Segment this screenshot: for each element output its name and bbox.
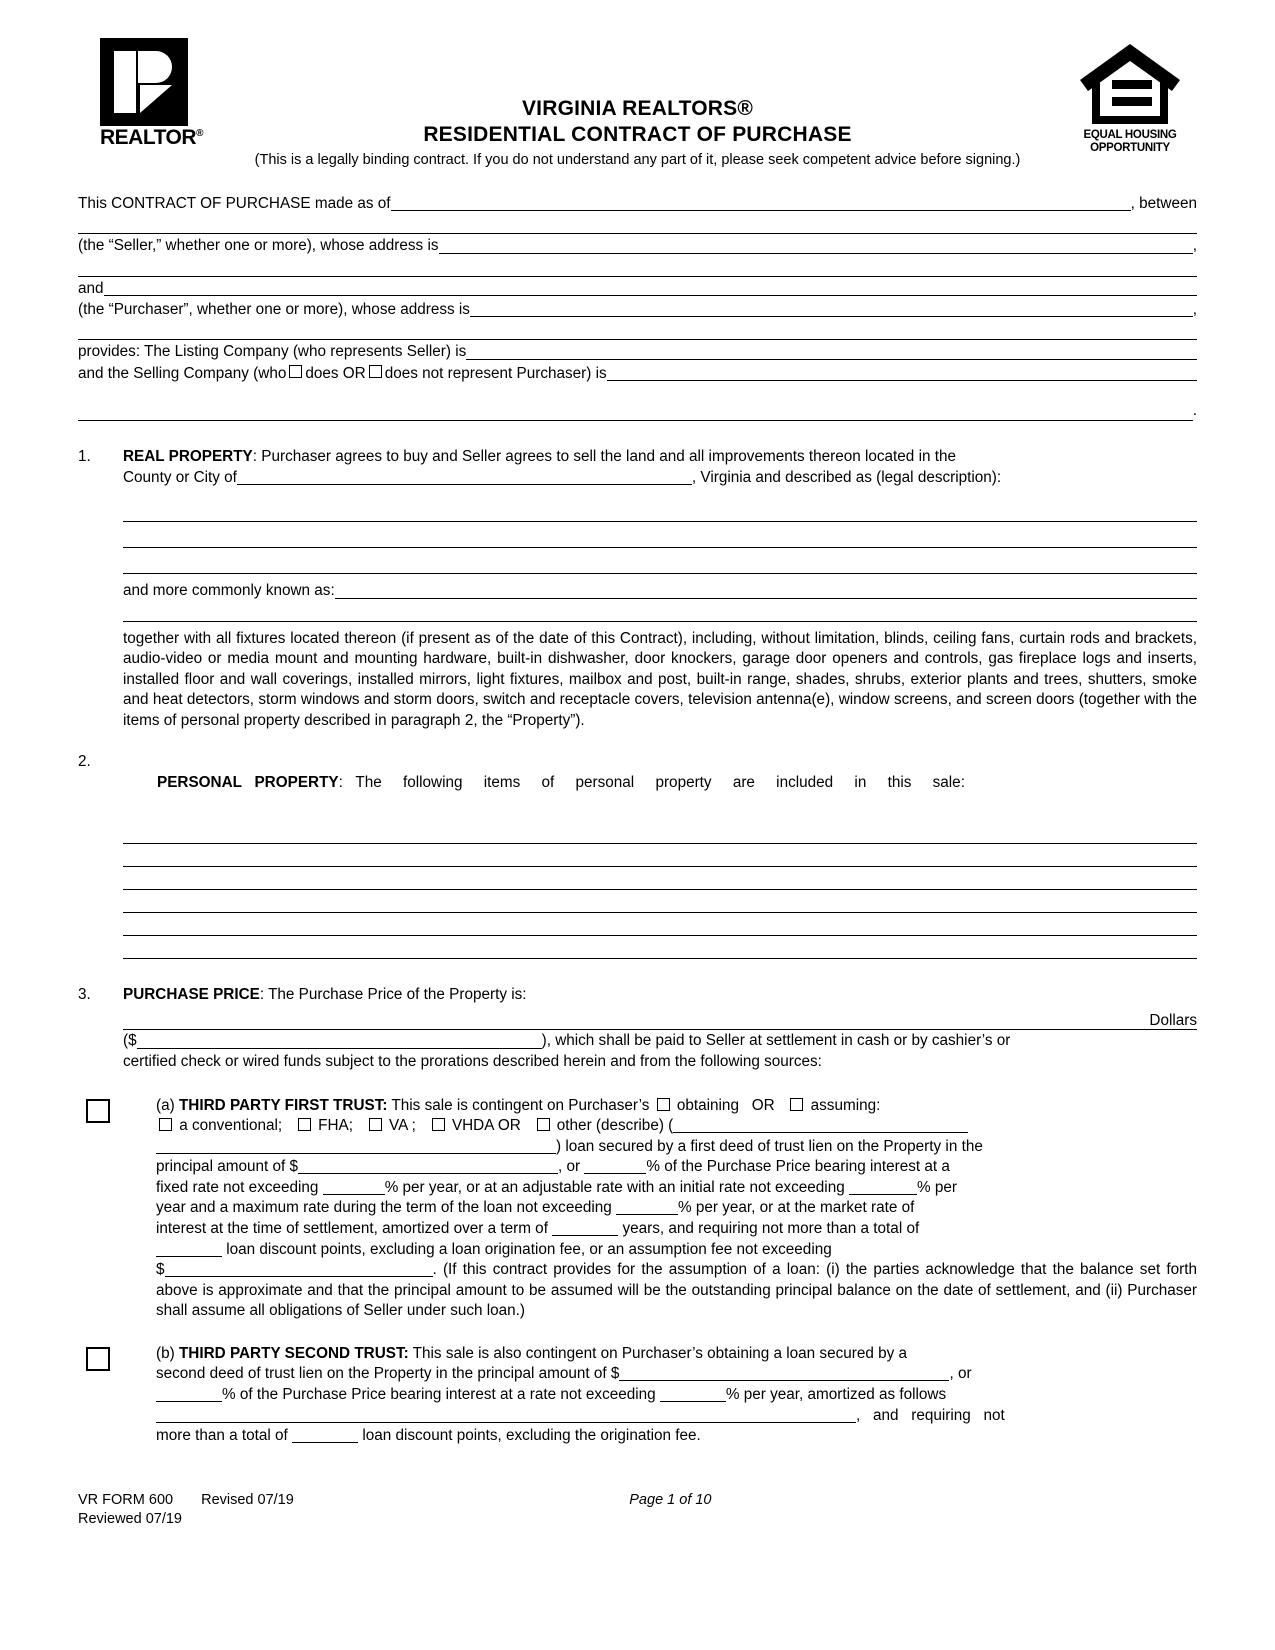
equal-housing-logo bbox=[1071, 40, 1189, 154]
conventional-label: a conventional; bbox=[179, 1117, 283, 1135]
personal-property-line-5[interactable] bbox=[123, 913, 1197, 936]
discount-points-field[interactable] bbox=[156, 1242, 222, 1257]
fha-label: FHA; bbox=[318, 1117, 353, 1135]
legal-description-line-3[interactable] bbox=[123, 548, 1197, 574]
realtor-wordmark-text: REALTOR bbox=[100, 126, 197, 149]
commonly-known-row bbox=[123, 581, 1197, 601]
year-max-label: year and a maximum rate during the term of the loan not exceeding bbox=[156, 1199, 612, 1217]
seller-comma: , bbox=[1192, 237, 1197, 255]
realtor-wordmark bbox=[100, 127, 220, 148]
second-trust-points-field[interactable] bbox=[292, 1428, 358, 1443]
listing-company-row bbox=[78, 342, 1197, 362]
section-3-body bbox=[123, 985, 1197, 1032]
personal-property-line-3[interactable] bbox=[123, 867, 1197, 890]
first-trust-max-rate-row bbox=[156, 1198, 1197, 1219]
commonly-known-label: and more commonly known as: bbox=[123, 582, 335, 600]
selling-company-row2 bbox=[78, 401, 1197, 421]
first-trust-points-row bbox=[156, 1240, 1197, 1261]
personal-property-line-2[interactable] bbox=[123, 844, 1197, 867]
selling-company-row bbox=[78, 364, 1197, 384]
second-trust-line4-end: , and requiring not bbox=[856, 1406, 1005, 1424]
second-trust-label: (b) bbox=[156, 1344, 175, 1362]
section-1-title: REAL PROPERTY bbox=[123, 448, 253, 466]
selling-company-field[interactable] bbox=[607, 365, 1197, 381]
vhda-label: VHDA OR bbox=[451, 1117, 521, 1135]
purchaser-address-line2[interactable] bbox=[78, 339, 1197, 340]
pct-of-price-field[interactable] bbox=[584, 1159, 646, 1174]
legal-description-line-1[interactable] bbox=[123, 496, 1197, 522]
amount-prefix: ($ bbox=[123, 1032, 137, 1050]
purchase-price-sources-line: certified check or wired funds subject to the prorations described herein and from the following sources: bbox=[123, 1052, 822, 1070]
purchaser-comma: , bbox=[1192, 301, 1197, 319]
second-trust-pct-field[interactable] bbox=[156, 1387, 222, 1402]
equal-housing-line2: OPPORTUNITY bbox=[1090, 142, 1170, 155]
first-trust-loan-types bbox=[156, 1116, 1197, 1137]
section-personal-property bbox=[78, 752, 1197, 958]
intro-block bbox=[78, 194, 1197, 421]
seller-name-line[interactable] bbox=[78, 233, 1197, 234]
second-trust-line5-label: more than a total of bbox=[156, 1426, 288, 1444]
document-header bbox=[78, 38, 1197, 170]
checkbox-first-trust[interactable] bbox=[86, 1099, 110, 1123]
other-describe-field-2[interactable] bbox=[156, 1138, 556, 1154]
other-describe-field[interactable] bbox=[673, 1118, 968, 1133]
section-1-number: 1. bbox=[78, 448, 91, 466]
second-trust-line5 bbox=[156, 1426, 1197, 1447]
purchase-price-intro bbox=[123, 985, 1197, 1005]
other-label: other (describe) ( bbox=[556, 1117, 674, 1135]
legal-description-lines bbox=[123, 496, 1197, 574]
seller-label: (the “Seller,” whether one or more), whose address is bbox=[78, 237, 439, 255]
end-period: . bbox=[1192, 402, 1197, 420]
listing-company-field[interactable] bbox=[466, 344, 1197, 360]
second-trust-line5-end: loan discount points, excluding the origination fee. bbox=[362, 1426, 701, 1444]
assumption-fee-field[interactable] bbox=[165, 1262, 433, 1277]
first-trust-checkbox-wrap bbox=[78, 1096, 156, 1322]
max-rate-field[interactable] bbox=[616, 1200, 678, 1215]
equal-housing-line1: EQUAL HOUSING bbox=[1083, 129, 1177, 141]
section-purchase-price bbox=[78, 985, 1197, 1032]
dollars-label: Dollars bbox=[1149, 1011, 1197, 1029]
listing-company-label: provides: The Listing Company (who represents Seller) is bbox=[78, 343, 467, 361]
personal-property-lines bbox=[123, 821, 1197, 959]
date-field[interactable] bbox=[391, 195, 1131, 211]
purchase-price-amount-row bbox=[123, 1031, 1197, 1051]
section-2-title: PERSONAL PROPERTY bbox=[157, 773, 339, 791]
county-row bbox=[123, 468, 1197, 488]
initial-rate-field[interactable] bbox=[849, 1180, 917, 1195]
section-1-intro-text: : Purchaser agrees to buy and Seller agrees to sell the land and all improvements thereon located in the bbox=[252, 448, 956, 466]
section-3-title: PURCHASE PRICE bbox=[123, 985, 260, 1003]
page-subtitle: (This is a legally binding contract. If you do not understand any part of it, please seek competent advice before signing.) bbox=[254, 152, 1021, 169]
first-trust-fixed-rate-row bbox=[156, 1178, 1197, 1199]
second-trust-line1 bbox=[156, 1344, 1197, 1365]
selling-does-label: does OR bbox=[305, 364, 366, 382]
assuming-label: assuming: bbox=[810, 1096, 881, 1114]
principal-amount-label: principal amount of $ bbox=[156, 1158, 299, 1176]
section-3-text: : The Purchase Price of the Property is: bbox=[259, 985, 527, 1003]
footer-left bbox=[78, 1491, 294, 1530]
county-suffix: , Virginia and described as (legal description): bbox=[691, 468, 1002, 486]
section-2-body bbox=[123, 752, 1197, 958]
first-trust-body bbox=[156, 1096, 1197, 1322]
second-trust-body bbox=[156, 1344, 1197, 1447]
personal-property-line-6[interactable] bbox=[123, 936, 1197, 959]
commonly-known-line2[interactable] bbox=[123, 621, 1197, 622]
checkbox-selling-does-not[interactable] bbox=[369, 365, 382, 378]
fixed-rate-field[interactable] bbox=[323, 1180, 385, 1195]
realtor-registered-icon: ® bbox=[196, 128, 203, 139]
section-2-text: : The following items of personal property are included in this sale: bbox=[338, 773, 965, 791]
section-real-property bbox=[78, 447, 1197, 731]
principal-amount-field[interactable] bbox=[298, 1159, 558, 1174]
second-trust-principal-field[interactable] bbox=[619, 1366, 949, 1381]
page-title-line1: VIRGINIA REALTORS® bbox=[521, 97, 754, 120]
obtaining-label: obtaining bbox=[676, 1096, 739, 1114]
fixed-rate-label: fixed rate not exceeding bbox=[156, 1178, 319, 1196]
county-field[interactable] bbox=[237, 469, 692, 485]
pct-of-price-label: % of the Purchase Price bearing interest at a bbox=[646, 1158, 950, 1176]
footer-form-label: VR FORM 600 bbox=[78, 1491, 174, 1508]
first-trust-item bbox=[78, 1096, 1197, 1322]
checkbox-fha[interactable] bbox=[298, 1118, 311, 1131]
per-year2-label: % per bbox=[916, 1178, 957, 1196]
or-pct-label: , or bbox=[558, 1158, 581, 1176]
purchase-price-amount-field[interactable] bbox=[137, 1033, 542, 1049]
legal-description-line-2[interactable] bbox=[123, 522, 1197, 548]
between-label: , between bbox=[1130, 195, 1197, 212]
second-trust-line2-end: , or bbox=[949, 1365, 972, 1383]
county-label: County or City of bbox=[123, 468, 237, 486]
section-2-number: 2. bbox=[78, 753, 91, 771]
footer-reviewed-label: Reviewed 07/19 bbox=[78, 1511, 182, 1528]
second-trust-line3-end: % per year, amortized as follows bbox=[725, 1385, 947, 1403]
first-trust-title: THIRD PARTY FIRST TRUST: bbox=[178, 1096, 388, 1114]
va-label: VA ; bbox=[389, 1117, 416, 1135]
amount-suffix: ), which shall be paid to Seller at settlement in cash or by cashier’s or bbox=[541, 1032, 1011, 1050]
checkbox-conventional[interactable] bbox=[159, 1118, 172, 1131]
first-trust-term-row bbox=[156, 1219, 1197, 1240]
years-label: years, and requiring not more than a total of bbox=[622, 1220, 920, 1238]
footer-form-row bbox=[78, 1491, 294, 1511]
first-trust-assumption-row bbox=[156, 1260, 1197, 1322]
first-trust-after-other-row bbox=[156, 1137, 1197, 1157]
dollars-label-row bbox=[123, 1011, 1197, 1031]
footer-revised-label: Revised 07/19 bbox=[201, 1491, 294, 1508]
first-trust-label: (a) bbox=[156, 1096, 175, 1114]
assumption-text: . (If this contract provides for the assumption of a loan: (i) the parties acknowledge that the balance set forth above is approximate and that the principal amount to be assumed will be the outstanding principal balance on the date of settlement, and (ii) Purchaser shall assume all obligations of Seller under such loan.) bbox=[156, 1261, 1197, 1320]
commonly-known-field[interactable] bbox=[335, 583, 1197, 599]
footer-page-number: Page 1 of 10 bbox=[629, 1491, 712, 1508]
after-other-label: ) loan secured by a first deed of trust lien on the Property in the bbox=[556, 1138, 983, 1155]
second-trust-line3 bbox=[156, 1385, 1197, 1406]
realtor-logo bbox=[100, 38, 220, 148]
checkbox-other[interactable] bbox=[537, 1118, 550, 1131]
discount-points-label: loan discount points, excluding a loan origination fee, or an assumption fee not exceeding bbox=[226, 1240, 832, 1258]
checkbox-assuming[interactable] bbox=[790, 1098, 803, 1111]
personal-property-line-4[interactable] bbox=[123, 890, 1197, 913]
checkbox-vhda[interactable] bbox=[432, 1118, 445, 1131]
first-trust-lead: This sale is contingent on Purchaser’s bbox=[387, 1096, 650, 1114]
made-as-of-row bbox=[78, 194, 1197, 214]
made-as-of-label: This CONTRACT OF PURCHASE made as of bbox=[78, 195, 391, 212]
or-label: OR bbox=[751, 1096, 775, 1114]
section-1-body bbox=[123, 447, 1197, 731]
section-3-number: 3. bbox=[78, 985, 91, 1003]
first-trust-principal-row bbox=[156, 1157, 1197, 1178]
second-trust-line4 bbox=[156, 1406, 1197, 1426]
seller-address-row bbox=[78, 236, 1197, 256]
purchaser-address-row bbox=[78, 300, 1197, 320]
checkbox-second-trust[interactable] bbox=[86, 1347, 110, 1371]
purchaser-address-field[interactable] bbox=[470, 301, 1193, 317]
term-years-field[interactable] bbox=[552, 1221, 618, 1236]
second-trust-line2 bbox=[156, 1364, 1197, 1385]
selling-company-prefix: and the Selling Company (who bbox=[78, 364, 287, 382]
second-trust-amortization-field[interactable] bbox=[156, 1407, 856, 1423]
and-label: and bbox=[78, 279, 104, 297]
second-trust-checkbox-wrap bbox=[78, 1344, 156, 1447]
interest-line-label: interest at the time of settlement, amortized over a term of bbox=[156, 1220, 548, 1238]
dollar-sign-label: $ bbox=[156, 1261, 165, 1279]
personal-property-line-1[interactable] bbox=[123, 821, 1197, 844]
title-block bbox=[78, 38, 1197, 170]
checkbox-selling-does[interactable] bbox=[289, 365, 302, 378]
fixtures-paragraph: together with all fixtures located thereon (if present as of the date of this Contract), including, without limitation, blinds, ceiling fans, curtain rods and brackets, audio-video or media mount and mounting hardware, built-in dishwasher, door knockers, garage door openers and controls, gas fireplace logs and inserts, installed floor and wall coverings, installed mirrors, light fixtures, mailbox and post, built-in range, shades, shrubs, exterior plants and trees, shutters, smoke and heat detectors, storm windows and storm doors, switch and receptacle covers, television antenna(e), window screens, and screen doors (together with the items of personal property described in paragraph 2, the “Property”). bbox=[123, 629, 1197, 729]
purchase-price-amount-block bbox=[123, 1029, 1197, 1072]
second-trust-item bbox=[78, 1344, 1197, 1447]
per-year3-label: % per year, or at the market rate of bbox=[678, 1199, 915, 1217]
first-trust-line1 bbox=[156, 1096, 1197, 1117]
second-trust-principal-label: second deed of trust lien on the Property in the principal amount of $ bbox=[156, 1365, 620, 1383]
per-year-adjustable-label: % per year, or at an adjustable rate with an initial rate not exceeding bbox=[384, 1178, 845, 1196]
second-trust-title: THIRD PARTY SECOND TRUST: bbox=[178, 1344, 409, 1362]
page-footer bbox=[78, 1491, 1197, 1530]
purchaser-label: (the “Purchaser”, whether one or more), whose address is bbox=[78, 301, 470, 319]
selling-does-not-label: does not represent Purchaser) is bbox=[384, 364, 607, 382]
and-row bbox=[78, 279, 1197, 299]
seller-address-field[interactable] bbox=[439, 238, 1193, 254]
house-icon bbox=[1076, 40, 1184, 128]
second-trust-lead: This sale is also contingent on Purchaser’s obtaining a loan secured by a bbox=[408, 1344, 908, 1362]
checkbox-obtaining[interactable] bbox=[657, 1098, 670, 1111]
realtor-r-icon bbox=[100, 38, 188, 126]
real-property-intro bbox=[123, 447, 1197, 468]
selling-company-field-2[interactable] bbox=[78, 420, 1193, 421]
second-trust-pct-label: % of the Purchase Price bearing interest at a rate not exceeding bbox=[222, 1385, 656, 1403]
page-title-line2: RESIDENTIAL CONTRACT OF PURCHASE bbox=[423, 122, 852, 146]
seller-address-line2[interactable] bbox=[78, 276, 1197, 277]
second-trust-rate-field[interactable] bbox=[660, 1387, 726, 1402]
personal-property-intro bbox=[123, 752, 1197, 813]
purchaser-name-field[interactable] bbox=[104, 280, 1197, 296]
checkbox-va[interactable] bbox=[369, 1118, 382, 1131]
